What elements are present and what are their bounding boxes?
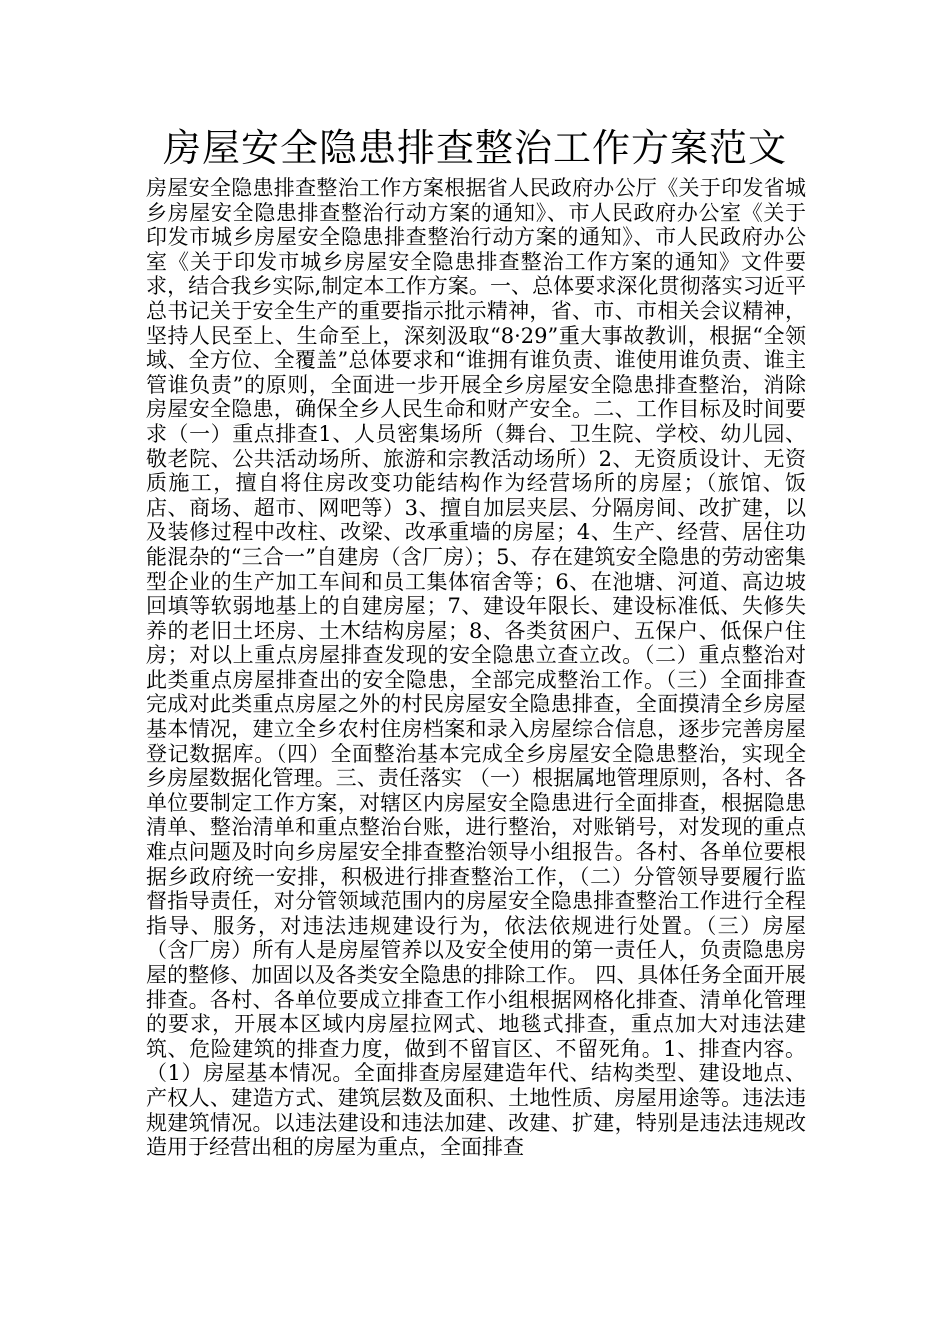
document-title: 房屋安全隐患排查整治工作方案范文 — [162, 126, 787, 170]
document-body: 房屋安全隐患排查整治工作方案根据省人民政府办公厅《关于印发省城乡房屋安全隐患排查整治行动方案的通知》、市人民政府办公室《关于印发市城乡房屋安全隐患排查整治行动方案的通知》、市人民政府办公室《关于印发市城乡房屋安全隐患排查整治工作方案的通知》文件要求，结合我乡实际,制定本工作方案。一、总体要求深化贯彻落实习近平总书记关于安全生产的重要指示批示精神，省、市、市相关会议精神，坚持人民至上、生命至上，深刻汲取“8·29”重大事故教训，根据“全领域、全方位、全覆盖”总体要求和“谁拥有谁负责、谁使用谁负责、谁主管谁负责”的原则，全面进一步开展全乡房屋安全隐患排查整治，消除房屋安全隐患，确保全乡人民生命和财产安全。二、工作目标及时间要求（一）重点排查1、人员密集场所（舞台、卫生院、学校、幼儿园、敬老院、公共活动场所、旅游和宗教活动场所）2、无资质设计、无资质施工，擅自将住房改变功能结构作为经营场所的房屋；（旅馆、饭店、商场、超市、网吧等）3、擅自加层夹层、分隔房间、改扩建，以及装修过程中改柱、改梁、改承重墙的房屋；4、生产、经营、居住功能混杂的“三合一”自建房（含厂房）；5、存在建筑安全隐患的劳动密集型企业的生产加工车间和员工集体宿舍等；6、在池塘、河道、高边坡回填等软弱地基上的自建房屋；7、建设年限长、建设标准低、失修失养的老旧土坯房、土木结构房屋；8、各类贫困户、五保户、低保户住房；对以上重点房屋排查发现的安全隐患立查立改。（二）重点整治对此类重点房屋排查出的安全隐患，全部完成整治工作。（三）全面排查完成对此类重点房屋之外的村民房屋安全隐患排查，全面摸清全乡房屋基本情况，建立全乡农村住房档案和录入房屋综合信息，逐步完善房屋登记数据库。（四）全面整治基本完成全乡房屋安全隐患整治，实现全乡房屋数据化管理。三、责任落实 （一）根据属地管理原则，各村、各单位要制定工作方案，对辖区内房屋安全隐患进行全面排查，根据隐患清单、整治清单和重点整治台账，进行整治，对账销号，对发现的重点难点问题及时向乡房屋安全排查整治领导小组报告。各村、各单位要根据乡政府统一安排，积极进行排查整治工作，（二）分管领导要履行监督指导责任，对分管领域范围内的房屋安全隐患排查整治工作进行全程指导、服务，对违法违规建设行为，依法依规进行处置。（三）房屋（含厂房）所有人是房屋管养以及安全使用的第一责任人，负责隐患房屋的整修、加固以及各类安全隐患的排除工作。 四、具体任务全面开展排查。各村、各单位要成立排查工作小组根据网格化排查、清单化管理的要求，开展本区域内房屋拉网式、地毯式排查，重点加大对违法建筑、危险建筑的排查力度，做到不留盲区、不留死角。1、排查内容。（1）房屋基本情况。全面排查房屋建造年代、结构类型、建设地点、产权人、建造方式、建筑层数及面积、土地性质、房屋用途等。违法违规建筑情况。以违法建设和违法加建、改建、扩建，特别是违法违规改造用于经营出租的房屋为重点，全面排查 — [146, 176, 806, 1160]
